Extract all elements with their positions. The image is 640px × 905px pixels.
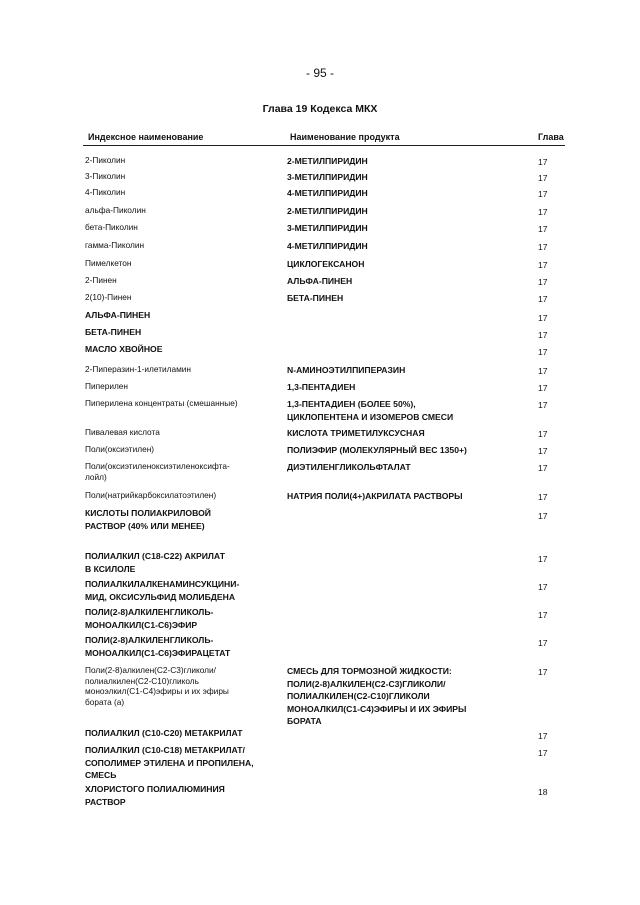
index-name-cell: ПОЛИ(2-8)АЛКИЛЕНГЛИКОЛЬ- МОНОАЛКИЛ(С1-С6)ЭФИР	[85, 607, 214, 630]
product-name-cell: 1,3-ПЕНТАДИЕН	[287, 382, 356, 392]
product-name-cell: СМЕСЬ ДЛЯ ТОРМОЗНОЙ ЖИДКОСТИ: ПОЛИ(2-8)АЛКИЛЕН(С2-С3)ГЛИКОЛИ/ ПОЛИАЛКИЛЕН(С2-С10)ГЛИКОЛИ МОНОАЛКИЛ(С1-С4)ЭФИРЫ И ИХ ЭФИРЫ БОРАТА	[287, 666, 467, 726]
chapter-cell: 17	[538, 731, 548, 741]
index-name-cell: КИСЛОТЫ ПОЛИАКРИЛОВОЙ РАСТВОР (40% ИЛИ МЕНЕЕ)	[85, 508, 211, 531]
chapter-cell: 17	[538, 463, 548, 473]
product-name-cell: ПОЛИЭФИР (МОЛЕКУЛЯРНЫЙ ВЕС 1350+)	[287, 445, 467, 455]
product-name-cell: 3-МЕТИЛПИРИДИН	[287, 223, 368, 233]
index-name-cell: ПОЛИ(2-8)АЛКИЛЕНГЛИКОЛЬ- МОНОАЛКИЛ(С1-С6)ЭФИРАЦЕТАТ	[85, 635, 231, 658]
index-name-cell: Пимелкетон	[85, 258, 132, 268]
product-name-cell: 4-МЕТИЛПИРИДИН	[287, 241, 368, 251]
chapter-cell: 17	[538, 383, 548, 393]
chapter-cell: 17	[538, 748, 548, 758]
product-name-cell: АЛЬФА-ПИНЕН	[287, 276, 353, 286]
product-name-cell: КИСЛОТА ТРИМЕТИЛУКСУСНАЯ	[287, 428, 425, 438]
chapter-cell: 17	[538, 511, 548, 521]
column-header-chapter: Глава	[538, 132, 564, 142]
chapter-cell: 17	[538, 313, 548, 323]
chapter-cell: 17	[538, 157, 548, 167]
index-name-cell: Поли(оксиэтилен)	[85, 444, 155, 454]
product-name-cell: 2-МЕТИЛПИРИДИН	[287, 156, 368, 166]
page-title: Глава 19 Кодекса МКХ	[262, 103, 378, 115]
index-name-cell: БЕТА-ПИНЕН	[85, 327, 142, 337]
chapter-cell: 17	[538, 366, 548, 376]
index-name-cell: МАСЛО ХВОЙНОЕ	[85, 344, 163, 354]
product-name-cell: БЕТА-ПИНЕН	[287, 293, 344, 303]
index-name-cell: Поли(оксиэтиленоксиэтиленоксифта- лойл)	[85, 461, 230, 482]
index-name-cell: ПОЛИАЛКИЛ (С10-С18) МЕТАКРИЛАТ/ СОПОЛИМЕР ЭТИЛЕНА И ПРОПИЛЕНА, СМЕСЬ	[85, 745, 254, 780]
index-name-cell: 4-Пиколин	[85, 187, 126, 197]
chapter-cell: 17	[538, 400, 548, 410]
column-header-index-name: Индексное наименование	[88, 132, 204, 142]
chapter-cell: 17	[538, 610, 548, 620]
product-name-cell: 3-МЕТИЛПИРИДИН	[287, 172, 368, 182]
product-name-cell: 2-МЕТИЛПИРИДИН	[287, 206, 368, 216]
index-name-cell: ХЛОРИСТОГО ПОЛИАЛЮМИНИЯ РАСТВОР	[85, 784, 225, 807]
column-header-product-name: Наименование продукта	[290, 132, 400, 142]
index-name-cell: Пиперилена концентраты (смешанные)	[85, 398, 238, 408]
index-name-cell: 2-Пинен	[85, 275, 117, 285]
chapter-cell: 17	[538, 667, 548, 677]
index-name-cell: Пиперилен	[85, 381, 128, 391]
chapter-cell: 17	[538, 638, 548, 648]
chapter-cell: 18	[538, 787, 548, 797]
index-name-cell: Поли(натрийкарбоксилатоэтилен)	[85, 490, 217, 500]
index-name-cell: 2(10)-Пинен	[85, 292, 132, 302]
index-name-cell: Пивалевая кислота	[85, 427, 160, 437]
product-name-cell: N-АМИНОЭТИЛПИПЕРАЗИН	[287, 365, 406, 375]
chapter-cell: 17	[538, 330, 548, 340]
index-name-cell: ПОЛИАЛКИЛ (С10-С20) МЕТАКРИЛАТ	[85, 728, 243, 738]
chapter-cell: 17	[538, 446, 548, 456]
chapter-cell: 17	[538, 582, 548, 592]
chapter-cell: 17	[538, 260, 548, 270]
index-name-cell: гамма-Пиколин	[85, 240, 145, 250]
index-name-cell: 2-Пиколин	[85, 155, 126, 165]
chapter-cell: 17	[538, 207, 548, 217]
product-name-cell: 1,3-ПЕНТАДИЕН (БОЛЕЕ 50%), ЦИКЛОПЕНТЕНА И ИЗОМЕРОВ СМЕСИ	[287, 399, 454, 422]
chapter-cell: 17	[538, 429, 548, 439]
index-name-cell: 3-Пиколин	[85, 171, 126, 181]
chapter-cell: 17	[538, 189, 548, 199]
index-name-cell: АЛЬФА-ПИНЕН	[85, 310, 151, 320]
chapter-cell: 17	[538, 242, 548, 252]
product-name-cell: 4-МЕТИЛПИРИДИН	[287, 188, 368, 198]
chapter-cell: 17	[538, 173, 548, 183]
product-name-cell: ЦИКЛОГЕКСАНОН	[287, 259, 365, 269]
index-name-cell: бета-Пиколин	[85, 222, 138, 232]
chapter-cell: 17	[538, 554, 548, 564]
chapter-cell: 17	[538, 347, 548, 357]
index-name-cell: ПОЛИАЛКИЛАЛКЕНАМИНСУКЦИНИ- МИД, ОКСИСУЛЬФИД МОЛИБДЕНА	[85, 579, 240, 602]
index-name-cell: ПОЛИАЛКИЛ (С18-С22) АКРИЛАТ В КСИЛОЛЕ	[85, 551, 225, 574]
chapter-cell: 17	[538, 294, 548, 304]
product-name-cell: НАТРИЯ ПОЛИ(4+)АКРИЛАТА РАСТВОРЫ	[287, 491, 463, 501]
chapter-cell: 17	[538, 224, 548, 234]
page-number: - 95 -	[305, 66, 334, 80]
index-name-cell: альфа-Пиколин	[85, 205, 146, 215]
chapter-cell: 17	[538, 492, 548, 502]
index-name-cell: Поли(2-8)алкилен(С2-С3)гликоли/ полиалкилен(С2-С10)гликоль моноэлкил(С1-С4)эфиры и их эфиры бората (а)	[85, 665, 229, 707]
product-name-cell: ДИЭТИЛЕНГЛИКОЛЬФТАЛАТ	[287, 462, 411, 472]
chapter-cell: 17	[538, 277, 548, 287]
index-name-cell: 2-Пиперазин-1-илетиламин	[85, 364, 192, 374]
